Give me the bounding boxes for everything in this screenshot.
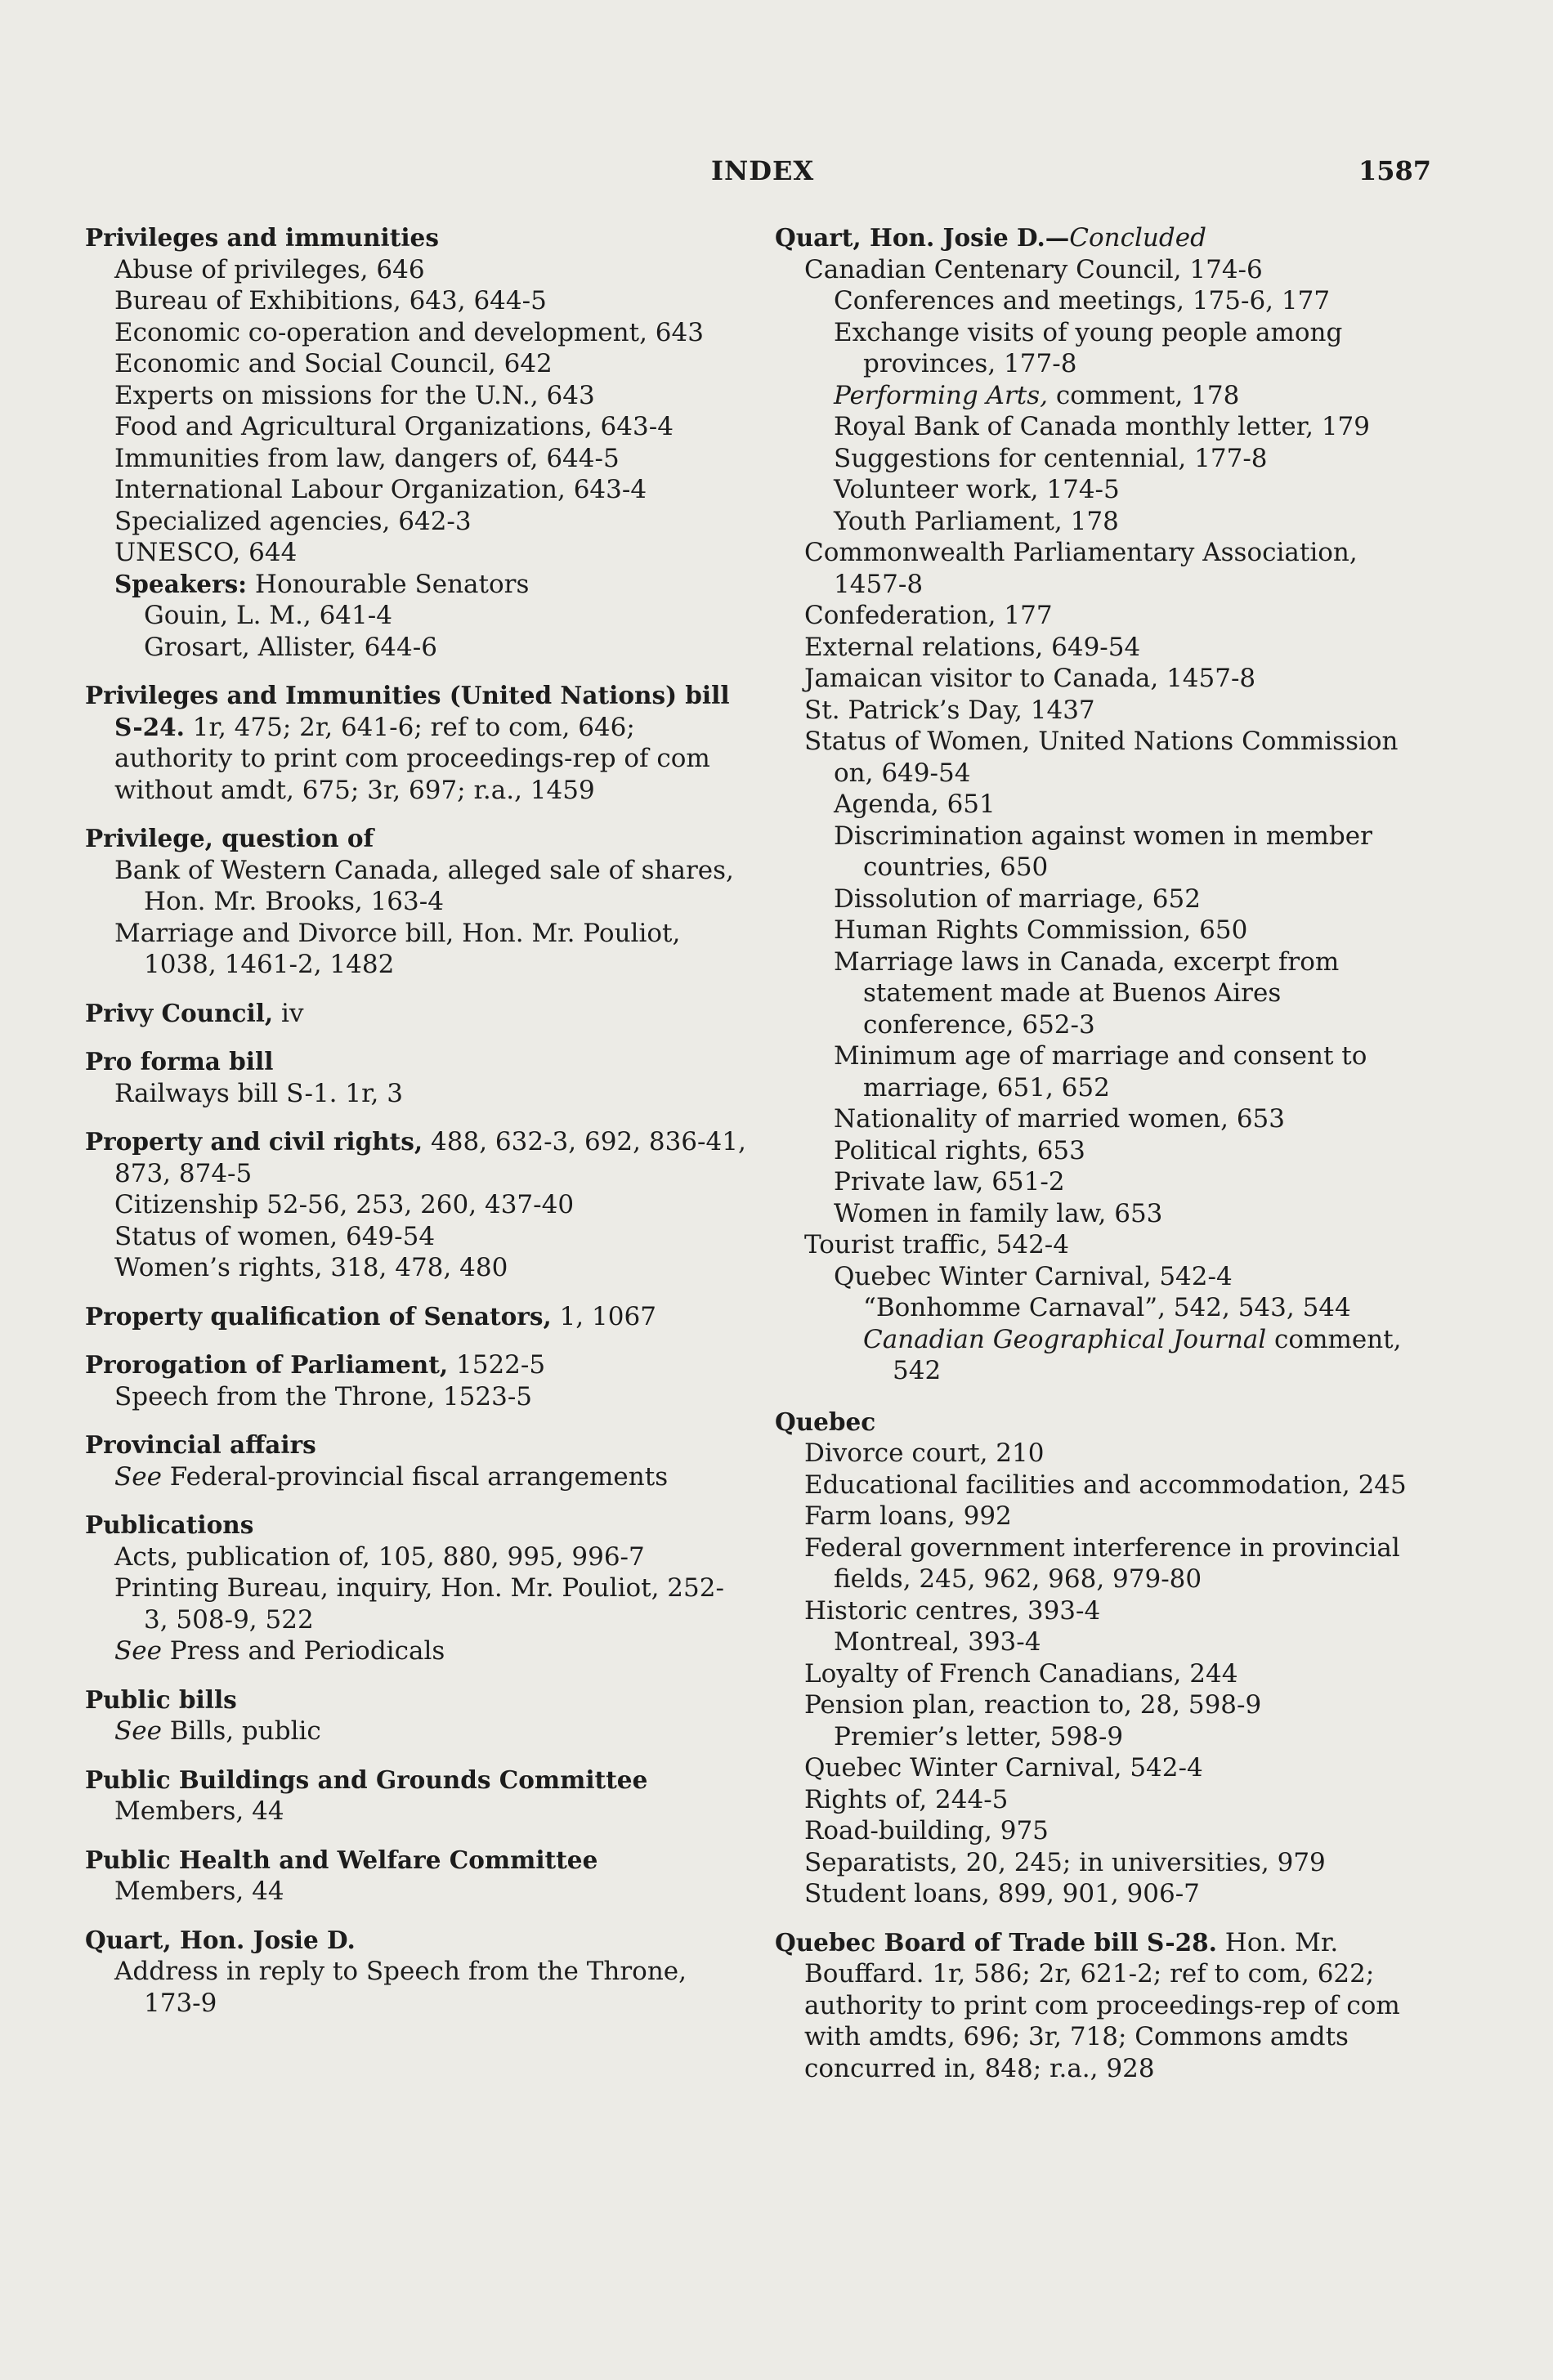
subitem: Agenda, 651 <box>834 790 996 819</box>
subitem: Experts on missions for the U.N., 643 <box>114 380 595 410</box>
index-entry <box>85 1429 747 1492</box>
entry-text: 1, 1067 <box>551 1301 656 1331</box>
subitem: Suggestions for centennial, 177-8 <box>834 443 1268 473</box>
subitem: Pension plan, reaction to, 28, 598-9 <box>804 1690 1262 1720</box>
subitem: Citizenship 52-56, 253, 260, 437-40 <box>114 1190 575 1219</box>
nested-subitems <box>775 1626 1437 1658</box>
entry-text: 1522-5 <box>448 1350 546 1380</box>
entry-heading: Quebec Board of Trade bill S-28. <box>775 1927 1217 1957</box>
index-entry <box>85 222 747 663</box>
entry-text: iv <box>273 998 304 1028</box>
entry-heading: Privilege, question of <box>85 824 374 852</box>
entry-heading: Publications <box>85 1510 254 1539</box>
subitem: Jamaican visitor to Canada, 1457-8 <box>804 664 1256 693</box>
subitem: Acts, publication of, 105, 880, 995, 996-7 <box>114 1541 645 1572</box>
entry-subitems <box>85 1876 747 1908</box>
subitem: Montreal, 393-4 <box>834 1627 1041 1657</box>
nested-subitems <box>775 1721 1437 1753</box>
index-entry <box>85 1765 747 1828</box>
entry-heading: Quart, Hon. Josie D. <box>85 1925 356 1954</box>
see-text: Bills, public <box>161 1716 321 1746</box>
page-title: INDEX <box>711 155 815 186</box>
subitem: Discrimination against women in member countries, 650 <box>834 821 1372 882</box>
subitem: Marriage laws in Canada, excerpt from statement made at Buenos Aires conference, 652-3 <box>834 946 1340 1040</box>
subitem: International Labour Organization, 643-4 <box>114 475 647 504</box>
subitem-text: comment, 178 <box>1048 380 1240 410</box>
subitem-text: comment, 542 <box>893 1324 1402 1385</box>
entry-subitems <box>85 1381 747 1413</box>
subitem: Private law, 651-2 <box>834 1167 1065 1197</box>
italic-title: Performing Arts, <box>834 380 1048 410</box>
entry-heading: Public Health and Welfare Committee <box>85 1845 598 1874</box>
right-column <box>775 222 1437 2101</box>
subitem: Railways bill S-1. 1r, 3 <box>114 1078 403 1108</box>
subitem: UNESCO, 644 <box>114 538 298 567</box>
entry-heading: Privileges and Immunities (United Nations) bill S-24. <box>85 681 730 741</box>
nested-subitems <box>775 789 1437 1229</box>
subitem: Premier’s letter, 598-9 <box>834 1721 1124 1751</box>
subitem: Status of women, 649-54 <box>114 1221 436 1251</box>
entry-heading: Quart, Hon. Josie D.— <box>775 223 1070 252</box>
page-number: 1587 <box>1358 155 1432 186</box>
entry-text: 488, 632-3, 692, 836-41, 873, 874-5 <box>114 1127 746 1188</box>
entry-subitems <box>85 1796 747 1828</box>
italic-title: Canadian Geographical Journal <box>863 1324 1267 1354</box>
entry-subitems <box>85 1189 747 1284</box>
subitem: Human Rights Commission, 650 <box>834 915 1248 945</box>
index-entry <box>85 1845 747 1908</box>
entry-heading: Quebec <box>775 1407 876 1436</box>
subitem: St. Patrick’s Day, 1437 <box>804 695 1095 725</box>
subitem: Political rights, 653 <box>834 1135 1085 1165</box>
index-entry <box>85 1684 747 1747</box>
subitem: Speech from the Throne, 1523-5 <box>114 1381 533 1411</box>
speaker-list <box>85 600 747 663</box>
subitem: Women’s rights, 318, 478, 480 <box>114 1253 508 1282</box>
entry-text: Hon. Mr. Bouffard. 1r, 586; 2r, 621-2; ref to com, 622; authority to print com proceedings-rep of com with amdts, 696; 3r, 718; Commons amdts concurred in, 848; r.a., 928 <box>804 1927 1400 2083</box>
subitem: Confederation, 177 <box>804 601 1053 630</box>
subitem <box>863 1324 1437 1387</box>
nested-subitems-deep <box>775 1292 1437 1387</box>
subitem: Conferences and meetings, 175-6, 177 <box>834 286 1331 315</box>
subitem: Canadian Centenary Council, 174-6 <box>804 254 1263 284</box>
subitem: Marriage and Divorce bill, Hon. Mr. Pouliot, 1038, 1461-2, 1482 <box>114 918 681 979</box>
entry-subitems <box>85 855 747 981</box>
subitem: External relations, 649-54 <box>804 632 1141 662</box>
subitem: Farm loans, 992 <box>804 1501 1012 1531</box>
entry-subitems <box>775 1438 1437 1626</box>
index-entry <box>85 998 747 1030</box>
subitem: Rights of, 244-5 <box>804 1784 1009 1814</box>
entry-subitems <box>775 254 1437 286</box>
entry-subitems <box>775 1658 1437 1721</box>
subitem: Address in reply to Speech from the Throne, 173-9 <box>114 1957 687 2018</box>
subitem: Student loans, 899, 901, 906-7 <box>804 1879 1200 1908</box>
subitem: Separatists, 20, 245; in universities, 979 <box>804 1847 1326 1877</box>
index-entry <box>85 1126 747 1284</box>
entry-heading: Public bills <box>85 1684 237 1714</box>
entry-subitems <box>775 1229 1437 1261</box>
entry-heading: Privileges and immunities <box>85 223 439 252</box>
entry-heading: Property and civil rights, <box>85 1127 423 1156</box>
subitem: Economic co-operation and development, 643 <box>114 317 704 347</box>
speaker-item: Gouin, L. M., 641-4 <box>144 601 392 630</box>
entry-heading: Prorogation of Parliament, <box>85 1350 449 1379</box>
entry-text: 1r, 475; 2r, 641-6; ref to com, 646; authority to print com proceedings-rep of com without amdt, 675; 3r, 697; r.a., 1459 <box>114 712 710 805</box>
speakers-line <box>114 569 747 601</box>
see-reference <box>85 1461 747 1493</box>
subitem: Nationality of married women, 653 <box>834 1104 1285 1134</box>
entry-heading: Property qualification of Senators, <box>85 1301 552 1331</box>
subitem: Food and Agricultural Organizations, 643-4 <box>114 412 674 441</box>
heading-continued: Concluded <box>1069 223 1206 253</box>
entry-heading: Privy Council, <box>85 998 274 1027</box>
entry-heading: Provincial affairs <box>85 1430 316 1459</box>
index-entry <box>775 222 1437 1387</box>
see-label: See <box>114 1636 162 1666</box>
index-entry <box>85 1046 747 1109</box>
subitem: Historic centres, 393-4 <box>804 1595 1101 1626</box>
nested-subitems <box>775 1261 1437 1293</box>
index-entry <box>85 1349 747 1412</box>
see-label: See <box>114 1461 162 1492</box>
entry-subitems <box>85 1956 747 2019</box>
subitem: Specialized agencies, 642-3 <box>114 506 472 536</box>
index-entry <box>85 1510 747 1667</box>
see-label: See <box>114 1716 162 1746</box>
subitem: Members, 44 <box>114 1877 284 1906</box>
entry-heading-line <box>775 222 1437 254</box>
subitem: Bureau of Exhibitions, 643, 644-5 <box>114 286 547 315</box>
index-entry <box>85 1301 747 1333</box>
subitem: Members, 44 <box>114 1796 284 1826</box>
subitem: Loyalty of French Canadians, 244 <box>804 1658 1238 1689</box>
subitem: Economic and Social Council, 642 <box>114 349 553 378</box>
subitem: Printing Bureau, inquiry, Hon. Mr. Pouliot, 252-3, 508-9, 522 <box>114 1573 724 1635</box>
subitem: Quebec Winter Carnival, 542-4 <box>834 1261 1233 1291</box>
subitem: Immunities from law, dangers of, 644-5 <box>114 443 620 473</box>
index-entry <box>85 1925 747 2020</box>
see-text: Federal-provincial fiscal arrangements <box>161 1461 669 1492</box>
entry-heading: Pro forma bill <box>85 1047 274 1076</box>
subitem: Road-building, 975 <box>804 1816 1049 1845</box>
subitem <box>834 380 1437 412</box>
subitem: “Bonhomme Carnaval”, 542, 543, 544 <box>863 1293 1351 1322</box>
index-entry <box>775 1927 1437 2085</box>
speaker-item: Grosart, Allister, 644-6 <box>144 632 437 662</box>
subitem: Status of Women, United Nations Commission on, 649-54 <box>804 727 1399 788</box>
subitem: Commonwealth Parliamentary Association, 1457-8 <box>804 538 1358 599</box>
subitem: Divorce court, 210 <box>804 1438 1045 1468</box>
index-entry <box>85 680 747 806</box>
subitem: Minimum age of marriage and consent to marriage, 651, 652 <box>834 1041 1367 1103</box>
subitem: Volunteer work, 174-5 <box>834 475 1120 504</box>
see-text: Press and Periodicals <box>161 1636 445 1666</box>
subitem: Federal government interference in provincial fields, 245, 962, 968, 979-80 <box>804 1532 1400 1594</box>
left-column <box>85 222 747 2036</box>
nested-subitems <box>775 285 1437 537</box>
subitem: Abuse of privileges, 646 <box>114 254 425 284</box>
subitem: Royal Bank of Canada monthly letter, 179 <box>834 412 1370 441</box>
bill-entry <box>85 680 747 806</box>
speakers-text: Honourable Senators <box>247 569 530 599</box>
entry-subitems <box>85 254 747 601</box>
speakers-label: Speakers: <box>114 569 248 598</box>
entry-line <box>85 1126 747 1189</box>
index-entry <box>85 823 747 981</box>
subitem: Quebec Winter Carnival, 542-4 <box>804 1753 1203 1783</box>
entry-subitems <box>85 1541 747 1667</box>
subitem: Dissolution of marriage, 652 <box>834 884 1201 914</box>
entry-heading: Public Buildings and Grounds Committee <box>85 1765 648 1794</box>
subitem: Bank of Western Canada, alleged sale of shares, Hon. Mr. Brooks, 163-4 <box>114 855 734 916</box>
entry-subitems <box>85 1078 747 1110</box>
subitem: Educational facilities and accommodation, 245 <box>804 1470 1407 1500</box>
see-reference <box>114 1635 747 1667</box>
subitem: Tourist traffic, 542-4 <box>804 1230 1069 1259</box>
entry-subitems <box>775 1752 1437 1910</box>
see-reference <box>85 1716 747 1747</box>
subitem: Youth Parliament, 178 <box>834 506 1119 536</box>
bill-entry <box>775 1927 1437 2085</box>
entry-subitems <box>775 537 1437 789</box>
subitem: Women in family law, 653 <box>834 1198 1163 1228</box>
subitem: Exchange visits of young people among provinces, 177-8 <box>834 317 1343 378</box>
page-header <box>0 155 1553 196</box>
index-entry <box>775 1407 1437 1910</box>
